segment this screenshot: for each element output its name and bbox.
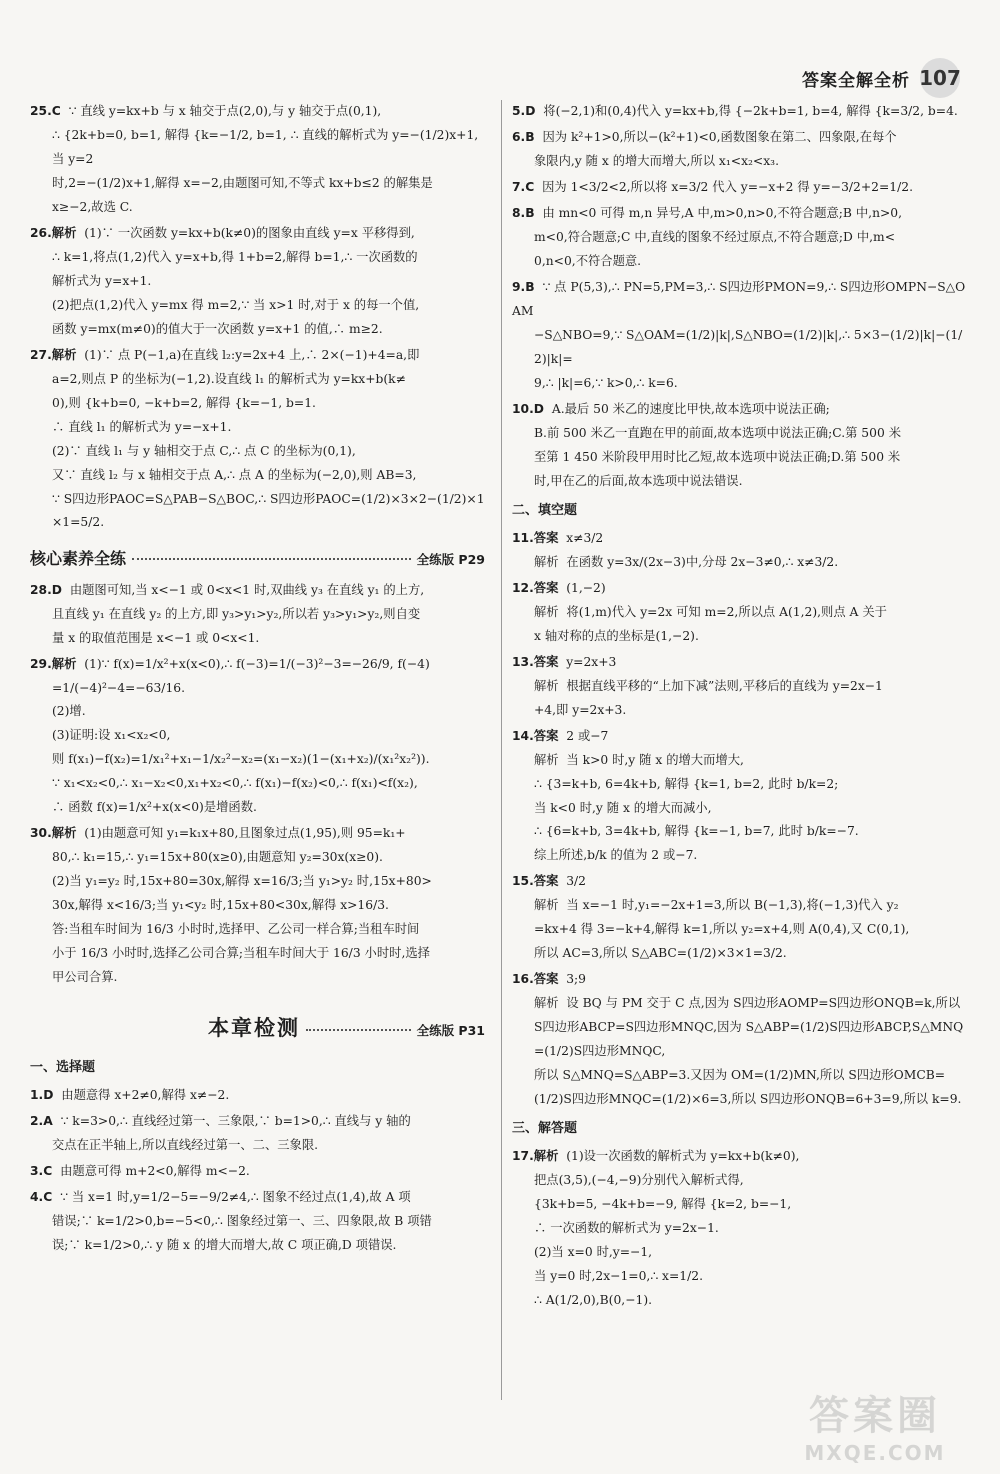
question-q25 — [30, 100, 485, 220]
answer-line — [30, 440, 485, 464]
answer-line — [30, 124, 485, 172]
question-q11 — [512, 527, 967, 575]
question-number: 15.答案 — [512, 874, 559, 889]
watermark-site: MXQE.COM — [804, 1440, 946, 1465]
answer-line — [30, 677, 485, 701]
question-q30 — [30, 822, 485, 990]
answer-text: (1)∵ 一次函数 y=kx+b(k≠0)的图象由直线 y=x 平移得到, — [84, 225, 415, 240]
answer-text: 至第 1 450 米阶段甲用时比乙短,故本选项中说法正确;D.第 500 米 — [534, 449, 901, 464]
question-q7 — [512, 176, 967, 200]
answer-line — [512, 202, 967, 226]
answer-text: =kx+4 得 3=−k+4,解得 k=1,所以 y₂=x+4,则 A(0,4),又 C(0,1), — [534, 922, 910, 937]
header-title: 答案全解全析 — [802, 70, 910, 91]
answer-line — [30, 918, 485, 942]
answer-text: 时,2=−(1/2)x+1,解得 x=−2,由题图可知,不等式 kx+b≤2 的解集是 — [52, 175, 433, 190]
answer-line — [512, 1193, 967, 1217]
answer-line — [512, 422, 967, 446]
answer-text: (2)∵ 直线 l₁ 与 y 轴相交于点 C,∴ 点 C 的坐标为(0,1), — [52, 443, 356, 458]
answer-text: +4,即 y=2x+3. — [534, 702, 627, 717]
subsection-title: 三、解答题 — [512, 1121, 578, 1137]
answer-line — [30, 368, 485, 392]
question-number: 11.答案 — [512, 530, 559, 545]
answer-line — [30, 488, 485, 536]
answer-text: 误;∵ k=1/2>0,∴ y 随 x 的增大而增大,故 C 项正确,D 项错误. — [52, 1238, 397, 1253]
answer-text: ∵ k=3>0,∴ 直线经过第一、三象限,∵ b=1>0,∴ 直线与 y 轴的 — [60, 1114, 411, 1129]
answer-text: −S△NBO=9,∵ S△OAM=(1/2)|k|,S△NBO=(1/2)|k|,∴ 5×3−(1/2)|k|−(1/2)|k|= — [534, 327, 963, 366]
answer-text: 且直线 y₁ 在直线 y₂ 的上方,即 y₃>y₁>y₂,所以若 y₃>y₁>y₂,则自变 — [52, 606, 421, 621]
question-number: 30.解析 — [30, 826, 77, 841]
answer-line — [30, 846, 485, 870]
question-q2 — [30, 1110, 485, 1158]
answer-text: 把点(3,5),(−4,−9)分别代入解析式得, — [534, 1173, 744, 1188]
watermark-logo — [770, 1384, 980, 1464]
answer-text: ∴ {3=k+b, 6=4k+b, 解得 {k=1, b=2, 此时 b/k=2; — [534, 776, 839, 791]
answer-line — [512, 527, 967, 551]
section-dots — [132, 558, 411, 560]
question-number: 2.A — [30, 1114, 53, 1129]
answer-text: ∴ k=1,将点(1,2)代入 y=x+b,得 1+b=2,解得 b=1,∴ 一次函数的 — [52, 249, 418, 264]
answer-text: 解析 根据直线平移的“上加下减”法则,平移后的直线为 y=2x−1 — [534, 678, 883, 693]
answer-text: (2)增. — [52, 704, 86, 719]
answer-text: ∵ 点 P(5,3),∴ PN=5,PM=3,∴ S四边形PMON=9,∴ S四边形OMPN−S△OAM — [512, 279, 966, 318]
answer-text: 象限内,y 随 x 的增大而增大,所以 x₁<x₂<x₃. — [534, 153, 780, 168]
page-number: 107 — [920, 58, 960, 98]
question-q6 — [512, 126, 967, 174]
answer-text: x≠3/2 — [566, 530, 604, 545]
answer-line — [30, 870, 485, 894]
answer-line — [512, 820, 967, 844]
subsection-title: 一、选择题 — [30, 1060, 96, 1076]
answer-line — [30, 464, 485, 488]
answer-text: 函数 y=mx(m≠0)的值大于一次函数 y=x+1 的值,∴ m≥2. — [52, 321, 383, 336]
answer-text: 所以 AC=3,所以 S△ABC=(1/2)×3×1=3/2. — [534, 946, 787, 961]
answer-text: 综上所述,b/k 的值为 2 或−7. — [534, 848, 698, 863]
answer-line — [512, 773, 967, 797]
answer-line — [30, 1234, 485, 1258]
question-q15 — [512, 870, 967, 966]
question-q29 — [30, 653, 485, 821]
question-number: 5.D — [512, 104, 536, 118]
question-number: 6.B — [512, 129, 535, 144]
question-number: 28.D — [30, 582, 62, 597]
answer-text: ∴ 直线 l₁ 的解析式为 y=−x+1. — [52, 419, 232, 434]
answer-text: 3;9 — [566, 972, 587, 987]
answer-line — [30, 627, 485, 651]
question-number: 7.C — [512, 179, 535, 194]
answer-text: 解析 当 k>0 时,y 随 x 的增大而增大, — [534, 752, 744, 767]
answer-line — [512, 675, 967, 699]
answer-text: ∵ S四边形PAOC=S△PAB−S△BOC,∴ S四边形PAOC=(1/2)×3×2−(1/2)×1×1=5/2. — [52, 491, 485, 530]
answer-text: 当 y=0 时,2x−1=0,∴ x=1/2. — [534, 1269, 703, 1284]
question-q16 — [512, 968, 967, 1112]
question-q12 — [512, 577, 967, 649]
question-number: 10.D — [512, 401, 544, 416]
subsection-title: 二、填空题 — [512, 502, 578, 518]
question-number: 25.C — [30, 104, 61, 118]
answer-line — [512, 992, 967, 1016]
answer-line — [30, 318, 485, 342]
answer-text: y=2x+3 — [566, 654, 617, 669]
answer-text: (1,−2) — [566, 580, 606, 595]
answer-text: 时,甲在乙的后面,故本选项中说法错误. — [534, 473, 743, 488]
answer-text: B.前 500 米乙一直跑在甲的前面,故本选项中说法正确;C.第 500 米 — [534, 425, 901, 440]
section-ref: 全练版 P29 — [416, 552, 485, 568]
question-q26 — [30, 222, 485, 342]
answer-line — [512, 968, 967, 992]
answer-line — [30, 1134, 485, 1158]
answer-line — [30, 724, 485, 748]
question-number: 17.解析 — [512, 1149, 559, 1164]
answer-text: ∴ A(1/2,0),B(0,−1). — [534, 1293, 653, 1308]
answer-text: S四边形ABCP=S四边形MNQC,因为 S△ABP=(1/2)S四边形ABCP,S△MNQ=(1/2)S四边形MNQC, — [534, 1020, 964, 1059]
question-q3 — [30, 1160, 485, 1184]
answer-line — [512, 1241, 967, 1265]
answer-text: 0),则 {k+b=0, −k+b=2, 解得 {k=−1, b=1. — [52, 395, 316, 410]
answer-line — [30, 172, 485, 196]
answer-text: (2)当 y₁=y₂ 时,15x+80=30x,解得 x=16/3;当 y₁>y₂ 时,15x+80> — [52, 874, 432, 889]
answer-line — [30, 344, 485, 368]
answer-text: 所以 S△MNQ=S△ABP=3.又因为 OM=(1/2)MN,所以 S四边形OMCB= — [534, 1068, 946, 1083]
question-q14 — [512, 725, 967, 869]
answer-line — [512, 176, 967, 200]
question-number: 26.解析 — [30, 225, 77, 240]
answer-line — [512, 1088, 967, 1112]
answer-line — [512, 1265, 967, 1289]
answer-text: 80,∴ k₁=15,∴ y₁=15x+80(x≥0),由题意知 y₂=30x(x≥0). — [52, 850, 383, 865]
answer-text: 由题图可知,当 x<−1 或 0<x<1 时,双曲线 y₃ 在直线 y₁ 的上方, — [69, 582, 425, 597]
answer-text: 由 mn<0 可得 m,n 异号,A 中,m>0,n>0,不符合题意;B 中,n>0, — [542, 205, 903, 220]
answer-line — [512, 226, 967, 250]
question-q4 — [30, 1186, 485, 1258]
answer-text: ∴ 一次函数的解析式为 y=2x−1. — [534, 1221, 719, 1236]
answer-line — [512, 699, 967, 723]
answer-line — [512, 918, 967, 942]
answer-line — [512, 372, 967, 396]
column-divider — [501, 100, 502, 1400]
question-number: 1.D — [30, 1088, 54, 1103]
answer-line — [30, 1110, 485, 1134]
question-number: 8.B — [512, 205, 535, 220]
answer-text: 量 x 的取值范围是 x<−1 或 0<x<1. — [52, 630, 260, 645]
watermark-main: 答案圈 — [809, 1392, 941, 1439]
question-number: 13.答案 — [512, 654, 559, 669]
answer-line — [30, 748, 485, 772]
right-column — [512, 100, 967, 1315]
question-q28 — [30, 579, 485, 651]
answer-line — [512, 577, 967, 601]
answer-line — [512, 150, 967, 174]
section-ref: 全练版 P31 — [416, 1023, 485, 1039]
answer-text: 解析 在函数 y=3x/(2x−3)中,分母 2x−3≠0,∴ x≠3/2. — [534, 554, 839, 569]
answer-line — [30, 1210, 485, 1234]
answer-line — [512, 324, 967, 372]
answer-text: (1)∵ f(x)=1/x²+x(x<0),∴ f(−3)=1/(−3)²−3=−26/9, f(−4) — [84, 656, 430, 671]
answer-line — [30, 966, 485, 990]
question-q10 — [512, 398, 967, 494]
answer-line — [512, 126, 967, 150]
answer-text: 2 或−7 — [566, 728, 609, 743]
answer-line — [512, 651, 967, 675]
answer-line — [512, 470, 967, 494]
answer-text: ∵ 直线 y=kx+b 与 x 轴交于点(2,0),与 y 轴交于点(0,1), — [68, 104, 382, 118]
answer-line — [512, 1217, 967, 1241]
answer-text: 答:当租车时间为 16/3 小时时,选择甲、乙公司一样合算;当租车时间 — [52, 922, 420, 937]
answer-line — [512, 797, 967, 821]
answer-text: 当 k<0 时,y 随 x 的增大而减小, — [534, 800, 712, 815]
answer-text: 解析式为 y=x+1. — [52, 273, 152, 288]
answer-text: 解析 将(1,m)代入 y=2x 可知 m=2,所以点 A(1,2),则点 A 关于 — [534, 604, 887, 619]
section-header — [30, 543, 485, 574]
answer-text: ∵ 当 x=1 时,y=1/2−5=−9/2≠4,∴ 图象不经过点(1,4),故 A 项 — [60, 1190, 411, 1205]
answer-text: 9,∴ |k|=6,∵ k>0,∴ k=6. — [534, 375, 678, 390]
question-number: 4.C — [30, 1190, 53, 1205]
answer-line — [512, 942, 967, 966]
answer-text: (1)由题意可知 y₁=k₁x+80,且图象过点(1,95),则 95=k₁+ — [84, 826, 406, 841]
section-title: 核心素养全练 — [30, 549, 127, 569]
answer-line — [512, 601, 967, 625]
answer-text: ∴ 函数 f(x)=1/x²+x(x<0)是增函数. — [52, 800, 257, 815]
page-header — [802, 58, 960, 98]
answer-text: 30x,解得 x<16/3;当 y₁<y₂ 时,15x+80<30x,解得 x>16/3. — [52, 898, 389, 913]
question-number: 16.答案 — [512, 972, 559, 987]
answer-line — [30, 100, 485, 124]
question-number: 9.B — [512, 279, 535, 294]
question-number: 12.答案 — [512, 580, 559, 595]
answer-line — [512, 1169, 967, 1193]
section-dots — [306, 1029, 411, 1031]
answer-line — [512, 1016, 967, 1064]
answer-line — [512, 276, 967, 324]
answer-text: 小于 16/3 小时时,选择乙公司合算;当租车时间大于 16/3 小时时,选择 — [52, 946, 430, 961]
answer-text: x≥−2,故选 C. — [52, 199, 133, 214]
answer-line — [512, 1145, 967, 1169]
answer-text: 0,n<0,不符合题意. — [534, 253, 642, 268]
section-header — [30, 1008, 485, 1049]
answer-line — [512, 844, 967, 868]
answer-text: ∵ x₁<x₂<0,∴ x₁−x₂<0,x₁+x₂<0,∴ f(x₁)−f(x₂)<0,∴ f(x₁)<f(x₂), — [52, 776, 418, 791]
answer-text: (2)当 x=0 时,y=−1, — [534, 1245, 653, 1260]
answer-line — [512, 398, 967, 422]
question-number: 3.C — [30, 1164, 53, 1179]
answer-text: 解析 设 BQ 与 PM 交于 C 点,因为 S四边形AOMP=S四边形ONQB=k,所以 — [534, 996, 961, 1011]
answer-line — [512, 894, 967, 918]
answer-text: 3/2 — [566, 874, 587, 889]
answer-text: =1/(−4)²−4=−63/16. — [52, 680, 186, 695]
answer-line — [30, 392, 485, 416]
question-number: 27.解析 — [30, 347, 77, 362]
answer-line — [30, 894, 485, 918]
answer-text: ∴ {2k+b=0, b=1, 解得 {k=−1/2, b=1, ∴ 直线的解析式为 y=−(1/2)x+1,当 y=2 — [52, 127, 479, 166]
question-number: 29.解析 — [30, 656, 77, 671]
answer-line — [512, 250, 967, 274]
question-q13 — [512, 651, 967, 723]
answer-line — [30, 942, 485, 966]
section-title: 本章检测 — [208, 1016, 300, 1041]
answer-text: 将(−2,1)和(0,4)代入 y=kx+b,得 {−2k+b=1, b=4, 解得 {k=3/2, b=4. — [543, 104, 958, 118]
answer-line — [30, 653, 485, 677]
answer-line — [30, 796, 485, 820]
question-q5 — [512, 100, 967, 124]
answer-line — [30, 196, 485, 220]
answer-line — [512, 1064, 967, 1088]
answer-text: (3)证明:设 x₁<x₂<0, — [52, 728, 171, 743]
answer-text: (2)把点(1,2)代入 y=mx 得 m=2,∵ 当 x>1 时,对于 x 的每一个值, — [52, 297, 420, 312]
answer-line — [512, 446, 967, 470]
answer-text: (1/2)S四边形MNQC=(1/2)×6=3,所以 S四边形ONQB=6+3=9,所以 k=9. — [534, 1092, 962, 1107]
answer-line — [512, 625, 967, 649]
answer-line — [30, 822, 485, 846]
question-q27 — [30, 344, 485, 536]
question-q17 — [512, 1145, 967, 1313]
answer-text: A.最后 50 米乙的速度比甲快,故本选项中说法正确; — [551, 401, 830, 416]
answer-text: 甲公司合算. — [52, 970, 118, 985]
question-q1 — [30, 1084, 485, 1108]
answer-text: 交点在正半轴上,所以直线经过第一、二、三象限. — [52, 1138, 319, 1153]
answer-line — [30, 416, 485, 440]
answer-text: (1)设一次函数的解析式为 y=kx+b(k≠0), — [566, 1149, 800, 1164]
answer-text: {3k+b=5, −4k+b=−9, 解得 {k=2, b=−1, — [534, 1197, 792, 1212]
answer-line — [512, 1289, 967, 1313]
answer-line — [30, 700, 485, 724]
answer-text: 则 f(x₁)−f(x₂)=1/x₁²+x₁−1/x₂²−x₂=(x₁−x₂)(1−(x₁+x₂)/(x₁²x₂²)). — [52, 752, 430, 767]
answer-line — [30, 603, 485, 627]
answer-line — [512, 749, 967, 773]
answer-line — [30, 1160, 485, 1184]
answer-text: 错误;∵ k=1/2>0,b=−5<0,∴ 图象经过第一、三、四象限,故 B 项错 — [52, 1214, 432, 1229]
answer-text: 因为 k²+1>0,所以−(k²+1)<0,函数图象在第二、四象限,在每个 — [542, 129, 897, 144]
answer-line — [512, 870, 967, 894]
answer-line — [30, 1186, 485, 1210]
answer-text: m<0,符合题意;C 中,直线的图象不经过原点,不符合题意;D 中,m< — [534, 229, 895, 244]
answer-text: a=2,则点 P 的坐标为(−1,2).设直线 l₁ 的解析式为 y=kx+b(k≠ — [52, 371, 406, 386]
answer-line — [512, 725, 967, 749]
question-q9 — [512, 276, 967, 396]
answer-line — [30, 222, 485, 246]
answer-text: 由题意可得 m+2<0,解得 m<−2. — [60, 1164, 250, 1179]
answer-line — [512, 100, 967, 124]
answer-text: 由题意得 x+2≠0,解得 x≠−2. — [61, 1088, 230, 1103]
answer-line — [30, 294, 485, 318]
answer-text: ∴ {6=k+b, 3=4k+b, 解得 {k=−1, b=7, 此时 b/k=−7. — [534, 824, 859, 839]
question-number: 14.答案 — [512, 728, 559, 743]
answer-line — [512, 551, 967, 575]
answer-line — [30, 246, 485, 270]
answer-line — [30, 772, 485, 796]
left-column — [30, 100, 485, 1260]
answer-text: 又∵ 直线 l₂ 与 x 轴相交于点 A,∴ 点 A 的坐标为(−2,0),则 AB=3, — [52, 467, 417, 482]
answer-line — [30, 579, 485, 603]
answer-text: 因为 1<3/2<2,所以将 x=3/2 代入 y=−x+2 得 y=−3/2+2=1/2. — [542, 179, 913, 194]
answer-text: x 轴对称的点的坐标是(1,−2). — [534, 628, 699, 643]
answer-text: 解析 当 x=−1 时,y₁=−2x+1=3,所以 B(−1,3),将(−1,3)代入 y₂ — [534, 898, 899, 913]
answer-text: (1)∵ 点 P(−1,a)在直线 l₂:y=2x+4 上,∴ 2×(−1)+4=a,即 — [84, 347, 420, 362]
answer-line — [30, 1084, 485, 1108]
question-q8 — [512, 202, 967, 274]
answer-line — [30, 270, 485, 294]
